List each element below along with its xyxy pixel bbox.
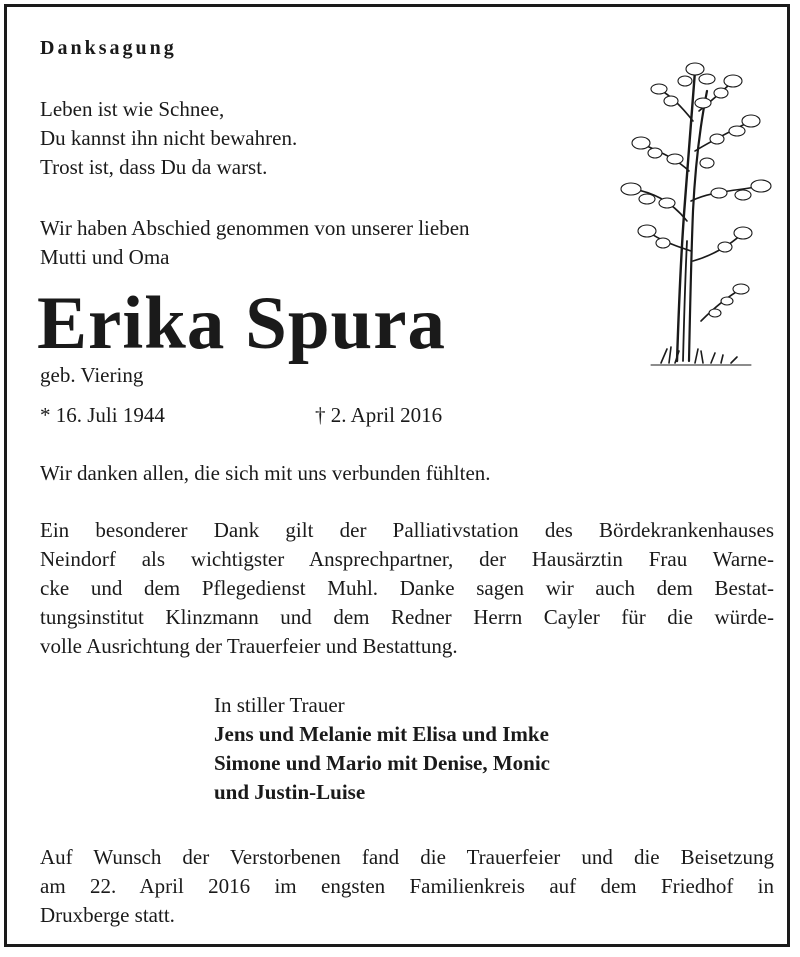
intro-line: Wir haben Abschied genommen von unserer lieben <box>40 216 470 240</box>
paragraph-line: Neindorf als wichtigster Ansprechpartner, der Hausärztin Frau Warne- <box>40 547 774 571</box>
paragraph-line: tungsinstitut Klinzmann und dem Redner Herrn Cayler für die würde- <box>40 605 774 629</box>
obituary-card <box>4 4 790 947</box>
paragraph-line: volle Ausrichtung der Trauerfeier und Bestattung. <box>40 634 458 658</box>
deceased-name: Erika Spura <box>37 282 447 365</box>
mourning-label: In stiller Trauer <box>214 693 345 717</box>
thanks-line: Wir danken allen, die sich mit uns verbunden fühlten. <box>40 461 491 485</box>
paragraph-line: cke und dem Pflegedienst Muhl. Danke sagen wir auch dem Bestat- <box>40 576 774 600</box>
closing-line: Druxberge statt. <box>40 903 175 927</box>
death-date: † 2. April 2016 <box>315 403 443 427</box>
family-line: Jens und Melanie mit Elisa und Imke <box>214 722 549 746</box>
intro <box>40 214 470 272</box>
heading: Danksagung <box>40 37 177 59</box>
intro-line: Mutti und Oma <box>40 245 170 269</box>
poem-line: Trost ist, dass Du da warst. <box>40 155 268 179</box>
closing-paragraph <box>40 843 774 930</box>
maiden-name: geb. Viering <box>40 363 144 387</box>
tree-icon <box>611 51 781 373</box>
thanks-paragraph <box>40 516 774 661</box>
poem-line: Leben ist wie Schnee, <box>40 97 225 121</box>
birth-date: * 16. Juli 1944 <box>40 403 165 427</box>
family-names <box>214 720 550 807</box>
poem-line: Du kannst ihn nicht bewahren. <box>40 126 298 150</box>
poem <box>40 95 297 182</box>
paragraph-line: Ein besonderer Dank gilt der Palliativstation des Bördekrankenhauses <box>40 518 774 542</box>
closing-line: Auf Wunsch der Verstorbenen fand die Trauerfeier und die Beisetzung <box>40 845 774 869</box>
family-line: Simone und Mario mit Denise, Monic <box>214 751 550 775</box>
closing-line: am 22. April 2016 im engsten Familienkreis auf dem Friedhof in <box>40 874 774 898</box>
family-line: und Justin-Luise <box>214 780 366 804</box>
